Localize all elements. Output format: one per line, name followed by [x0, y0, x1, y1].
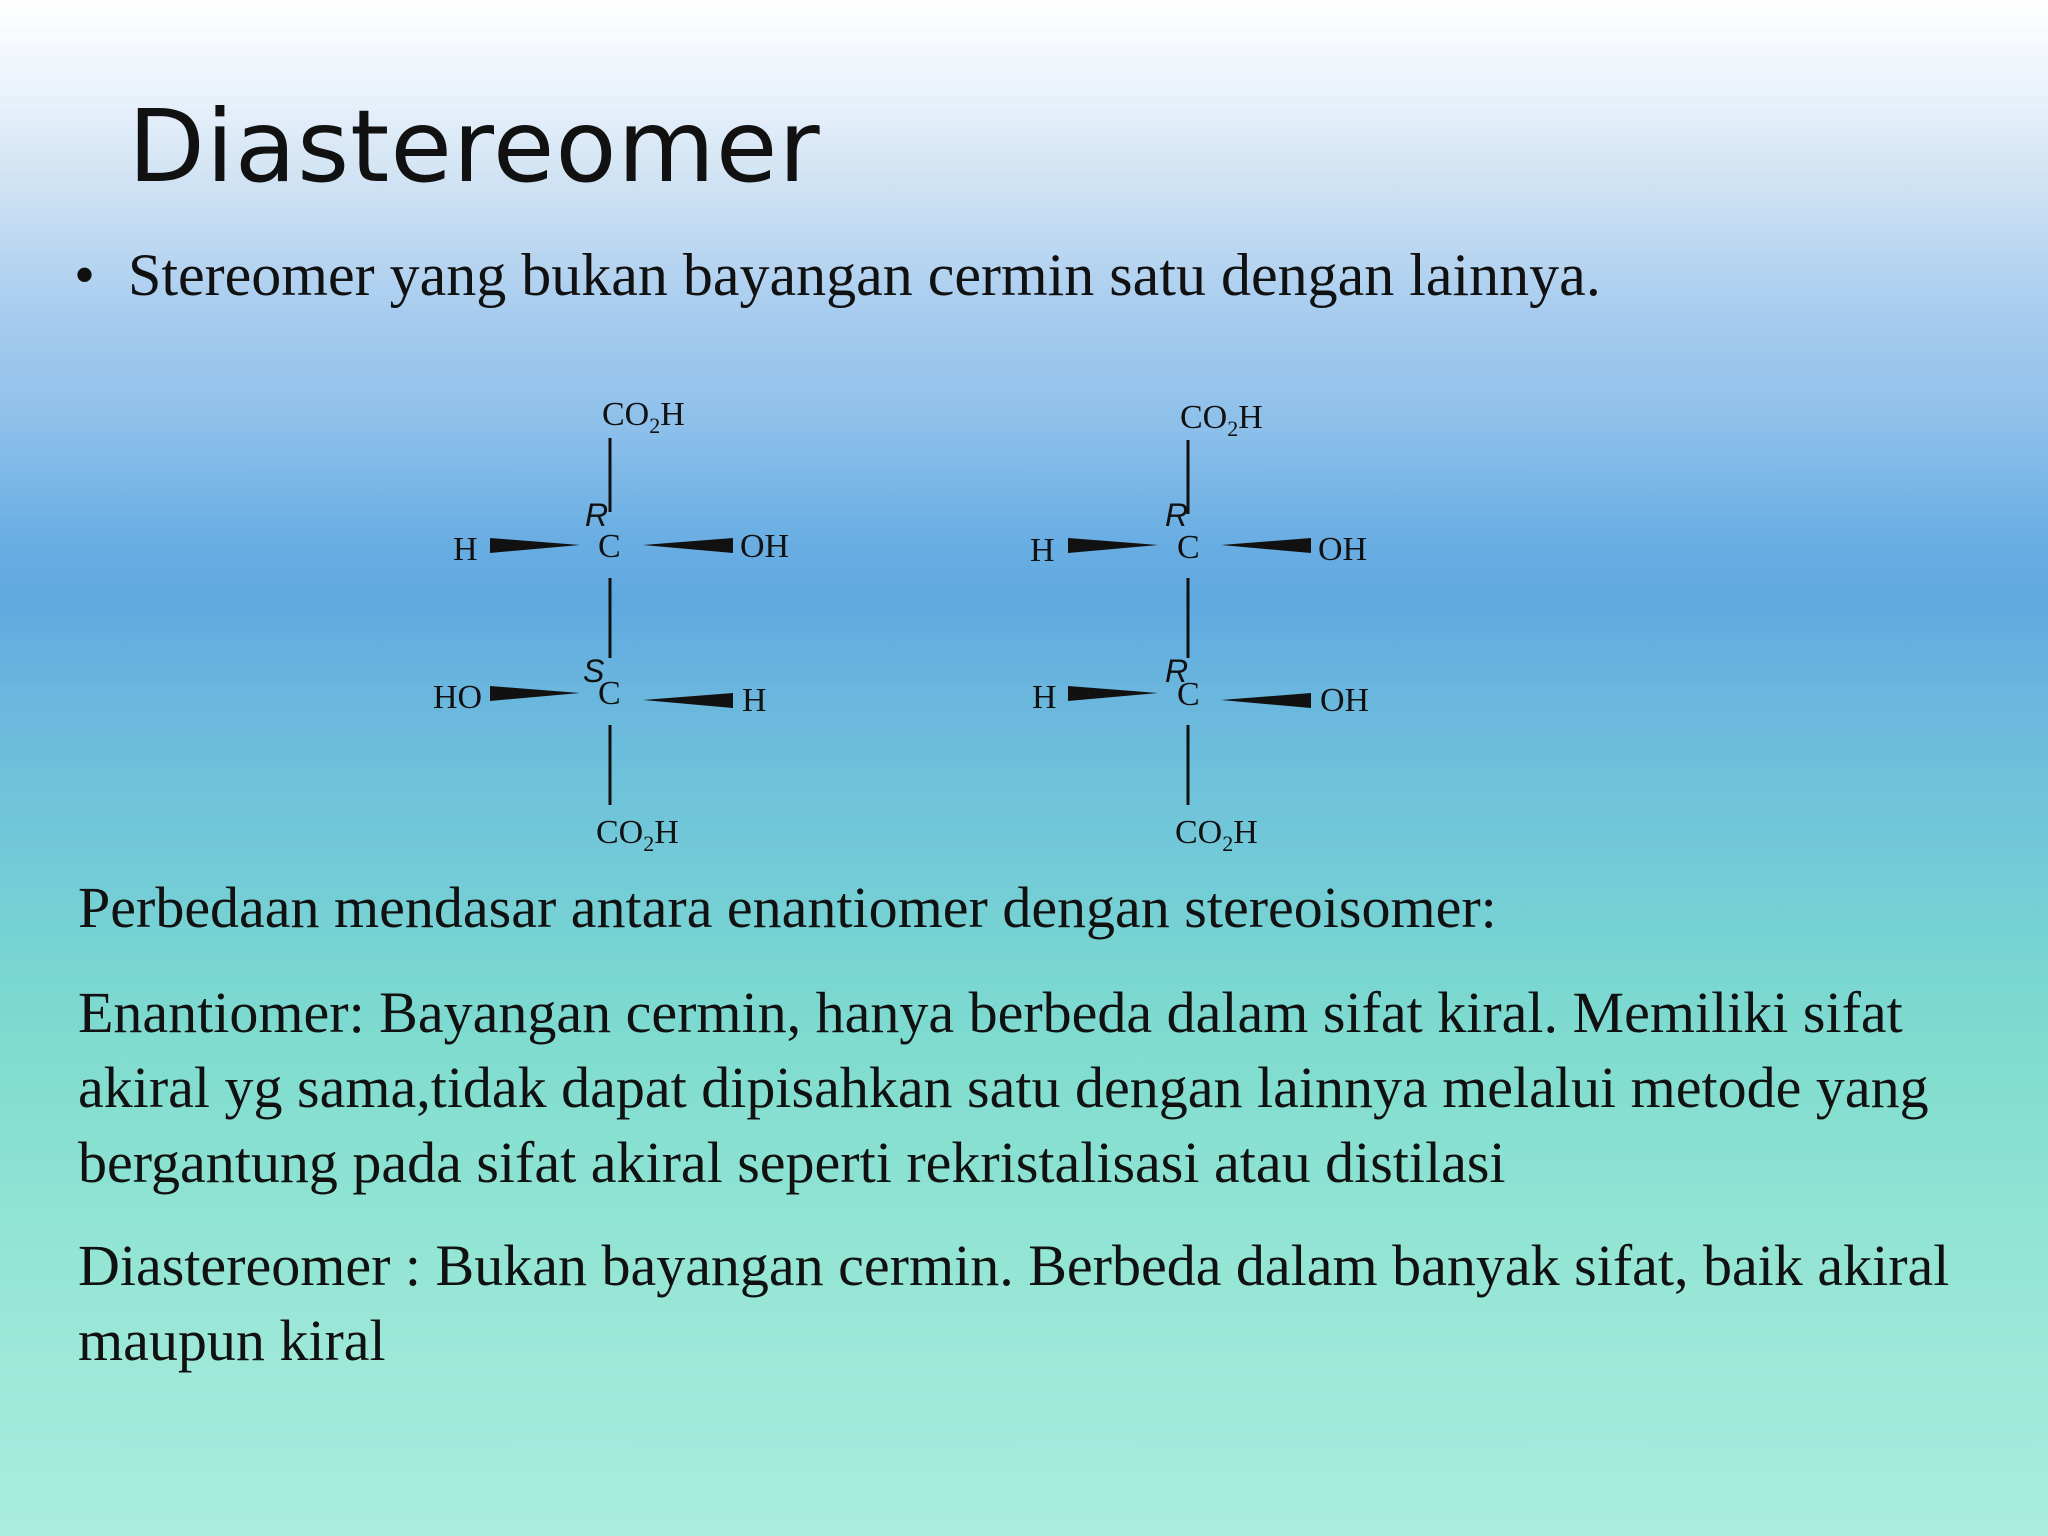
- lower-right-label: H: [742, 682, 767, 719]
- lower-carbon-label: C: [1177, 676, 1200, 713]
- upper-right-wedge: [1221, 538, 1311, 553]
- paragraph-difference-intro: Perbedaan mendasar antara enantiomer dengan stereoisomer:: [78, 875, 1497, 940]
- paragraph-diastereomer: Diastereomer : Bukan bayangan cermin. Berbeda dalam banyak sifat, baik akiral maupun kiral: [78, 1233, 1950, 1373]
- top-group-label: $CO_2H$: [602, 396, 685, 438]
- upper-carbon-label: C: [1177, 529, 1200, 566]
- lower-left-label: HO: [433, 679, 483, 716]
- top-group-label: $CO_2H$: [1180, 399, 1263, 441]
- molecule-2: [1030, 399, 1369, 856]
- upper-left-wedge: [490, 538, 580, 553]
- upper-left-wedge: [1068, 538, 1158, 553]
- lower-right-wedge: [643, 693, 733, 708]
- upper-right-label: OH: [740, 528, 790, 565]
- lower-left-wedge: [490, 686, 580, 701]
- stereo-label-lower: S: [583, 653, 605, 689]
- bottom-group-label: $CO_2H$: [596, 814, 679, 856]
- lower-left-label: H: [1032, 679, 1057, 716]
- upper-left-label: H: [1030, 532, 1055, 569]
- stereo-label-lower: R: [1165, 653, 1189, 689]
- lower-carbon-label: C: [598, 675, 621, 712]
- upper-left-label: H: [453, 531, 478, 568]
- molecule-1: [433, 396, 789, 856]
- slide-title: Diastereomer: [128, 88, 821, 205]
- bullet-symbol: •: [74, 242, 96, 308]
- lower-left-wedge: [1068, 686, 1158, 701]
- upper-right-wedge: [643, 538, 733, 553]
- stereo-label-upper: R: [585, 497, 609, 533]
- lower-right-wedge: [1221, 693, 1311, 708]
- lower-right-label: OH: [1320, 682, 1370, 719]
- stereo-label-upper: R: [1165, 497, 1189, 533]
- upper-right-label: OH: [1318, 531, 1368, 568]
- bullet-text: Stereomer yang bukan bayangan cermin satu dengan lainnya.: [128, 242, 1601, 308]
- upper-carbon-label: C: [598, 528, 621, 565]
- paragraph-enantiomer: Enantiomer: Bayangan cermin, hanya berbeda dalam sifat kiral. Memiliki sifat akiral yg sama,tidak dapat dipisahkan satu dengan lainnya melalui metode yang bergantung pada sifat akiral seperti rekristalisasi atau distilasi: [78, 980, 1929, 1195]
- bottom-group-label: $CO_2H$: [1175, 814, 1258, 856]
